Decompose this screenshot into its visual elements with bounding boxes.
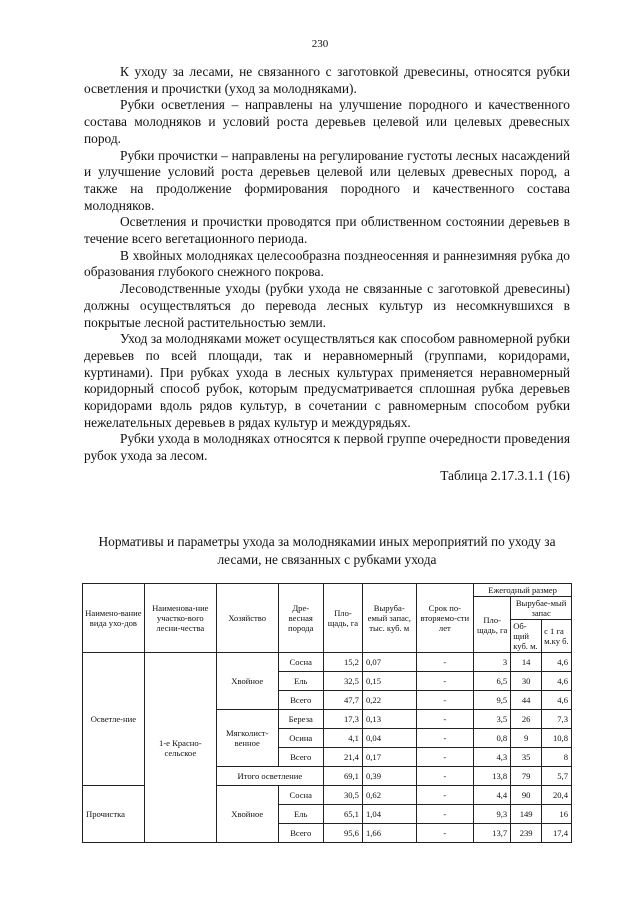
header-area: Пло-щадь, га — [323, 584, 362, 653]
header-per-ha: с 1 га м.ку б. — [542, 620, 572, 653]
cell-species: Ель — [278, 672, 323, 691]
cell-annual-total: 14 — [511, 653, 542, 672]
cell-annual-area: 3 — [474, 653, 511, 672]
cell-stock: 0,15 — [362, 672, 416, 691]
cell-stock: 0,62 — [362, 786, 416, 805]
header-row — [83, 584, 572, 597]
table-row — [83, 653, 572, 672]
cell-period: - — [416, 748, 474, 767]
header-annual-area: Пло-щадь, га — [474, 597, 511, 653]
paragraph: К уходу за лесами, не связанного с заготовкой древесины, относятся рубки осветления и прочистки (уход за молодняками). — [84, 64, 570, 96]
header-species: Дре-весная порода — [278, 584, 323, 653]
cell-annual-total: 239 — [511, 824, 542, 843]
header-annual-stock: Вырубае-мый запас — [511, 597, 572, 620]
cell-stock: 0,13 — [362, 710, 416, 729]
cell-period: - — [416, 672, 474, 691]
paragraph: Рубки осветления – направлены на улучшение породного и качественного состава молодняков и условий роста деревьев целевой или целевых древесных пород. — [84, 97, 570, 146]
cell-annual-area: 9,3 — [474, 805, 511, 824]
cell-stock: 0,04 — [362, 729, 416, 748]
cell-farm: Хвойное — [216, 653, 278, 710]
cell-species: Всего — [278, 691, 323, 710]
cell-species: Сосна — [278, 786, 323, 805]
cell-annual-per-ha: 5,7 — [542, 767, 572, 786]
cell-annual-total: 30 — [511, 672, 542, 691]
cell-period: - — [416, 805, 474, 824]
cell-annual-per-ha: 4,6 — [542, 653, 572, 672]
cell-annual-per-ha: 10,8 — [542, 729, 572, 748]
cell-annual-area: 6,5 — [474, 672, 511, 691]
cell-stock: 1,04 — [362, 805, 416, 824]
header-stock: Выруба-емый запас, тыс. куб. м — [362, 584, 416, 653]
cell-species: Осина — [278, 729, 323, 748]
cell-stock: 0,07 — [362, 653, 416, 672]
page-number: 230 — [311, 38, 329, 50]
cell-species: Сосна — [278, 653, 323, 672]
cell-annual-per-ha: 20,4 — [542, 786, 572, 805]
header-area-name: Наименова-ние участко-вого лесни-чества — [144, 584, 216, 653]
cell-area: 30,5 — [323, 786, 362, 805]
header-annual: Ежегодный размер — [474, 584, 572, 597]
cell-area: 4,1 — [323, 729, 362, 748]
data-table — [82, 583, 572, 843]
table-container — [82, 583, 572, 843]
cell-annual-area: 4,4 — [474, 786, 511, 805]
cell-total-label: Итого осветление — [216, 767, 323, 786]
cell-period: - — [416, 786, 474, 805]
cell-area: 65,1 — [323, 805, 362, 824]
cell-area: 15,2 — [323, 653, 362, 672]
cell-area: 17,3 — [323, 710, 362, 729]
cell-annual-total: 44 — [511, 691, 542, 710]
cell-area: 69,1 — [323, 767, 362, 786]
cell-stock: 0,39 — [362, 767, 416, 786]
header-period: Срок по-вторяемо-сти лет — [416, 584, 474, 653]
cell-area: 47,7 — [323, 691, 362, 710]
cell-period: - — [416, 729, 474, 748]
cell-area: 95,6 — [323, 824, 362, 843]
cell-area: 32,5 — [323, 672, 362, 691]
cell-type: Прочистка — [83, 786, 145, 843]
cell-period: - — [416, 824, 474, 843]
paragraph: В хвойных молодняках целесообразна позднеосенняя и раннезимняя рубка до образования глубокого снежного покрова. — [84, 247, 570, 280]
cell-period: - — [416, 653, 474, 672]
cell-annual-total: 79 — [511, 767, 542, 786]
cell-annual-area: 3,5 — [474, 710, 511, 729]
paragraph: Осветления и прочистки проводятся при облиственном состоянии деревьев в течение всего вегетационного периода. — [84, 214, 570, 247]
cell-annual-per-ha: 8 — [542, 748, 572, 767]
cell-stock: 1,66 — [362, 824, 416, 843]
cell-annual-area: 0,8 — [474, 729, 511, 748]
paragraph: Уход за молодняками может осуществляться как способом равномерной рубки деревьев по всей площади, так и неравномерный (группами, коридорами, куртинами). При рубках ухода в лесных культурах применяется неравномерный коридорный способ рубок, которым предусматривается сплошная рубка деревьев коридорами вдоль рядов культур, в сочетании с равномерным способом рубки нежелательных деревьев в рядах культур и междурядьях. — [84, 331, 570, 430]
cell-type: Осветле-ние — [83, 653, 145, 786]
cell-annual-area: 13,8 — [474, 767, 511, 786]
cell-annual-per-ha: 7,3 — [542, 710, 572, 729]
body-text — [84, 64, 570, 485]
cell-annual-per-ha: 4,6 — [542, 672, 572, 691]
table-caption: Нормативы и параметры ухода за молоднякамии иных мероприятий по уходу за лесами, не связанных с рубками ухода — [98, 534, 556, 567]
cell-period: - — [416, 691, 474, 710]
cell-annual-total: 9 — [511, 729, 542, 748]
cell-species: Всего — [278, 748, 323, 767]
header-farm: Хозяйство — [216, 584, 278, 653]
cell-annual-total: 149 — [511, 805, 542, 824]
cell-annual-area: 9,5 — [474, 691, 511, 710]
cell-stock: 0,22 — [362, 691, 416, 710]
cell-annual-per-ha: 4,6 — [542, 691, 572, 710]
cell-species: Всего — [278, 824, 323, 843]
header-type: Наимено-вание вида ухо-дов — [83, 584, 145, 653]
table-reference: Таблица 2.17.3.1.1 (16) — [440, 467, 570, 483]
cell-farm: Мягколист-венное — [216, 710, 278, 767]
paragraph: Рубки ухода в молодняках относятся к первой группе очередности проведения рубок ухода за лесом. — [84, 431, 570, 464]
cell-annual-per-ha: 16 — [542, 805, 572, 824]
cell-area: 21,4 — [323, 748, 362, 767]
cell-period: - — [416, 710, 474, 729]
cell-area-name: 1-е Красно-сельское — [144, 653, 216, 843]
cell-annual-per-ha: 17,4 — [542, 824, 572, 843]
cell-stock: 0,17 — [362, 748, 416, 767]
header-total: Об-щий куб. м. — [511, 620, 542, 653]
cell-annual-area: 4,3 — [474, 748, 511, 767]
cell-annual-area: 13,7 — [474, 824, 511, 843]
cell-annual-total: 35 — [511, 748, 542, 767]
cell-period: - — [416, 767, 474, 786]
cell-species: Береза — [278, 710, 323, 729]
cell-annual-total: 90 — [511, 786, 542, 805]
cell-species: Ель — [278, 805, 323, 824]
paragraph: Рубки прочистки – направлены на регулирование густоты лесных насаждений и улучшение условий роста деревьев целевой или целевых древесных пород, а также на продолжение формирования породного и качественного состава молодняков. — [84, 147, 570, 213]
cell-farm: Хвойное — [216, 786, 278, 843]
paragraph: Лесоводственные уходы (рубки ухода не связанные с заготовкой древесины) должны осуществляться до перевода лесных культур из несомкнувшихся в покрытые лесной растительностью земли. — [84, 281, 570, 330]
cell-annual-total: 26 — [511, 710, 542, 729]
